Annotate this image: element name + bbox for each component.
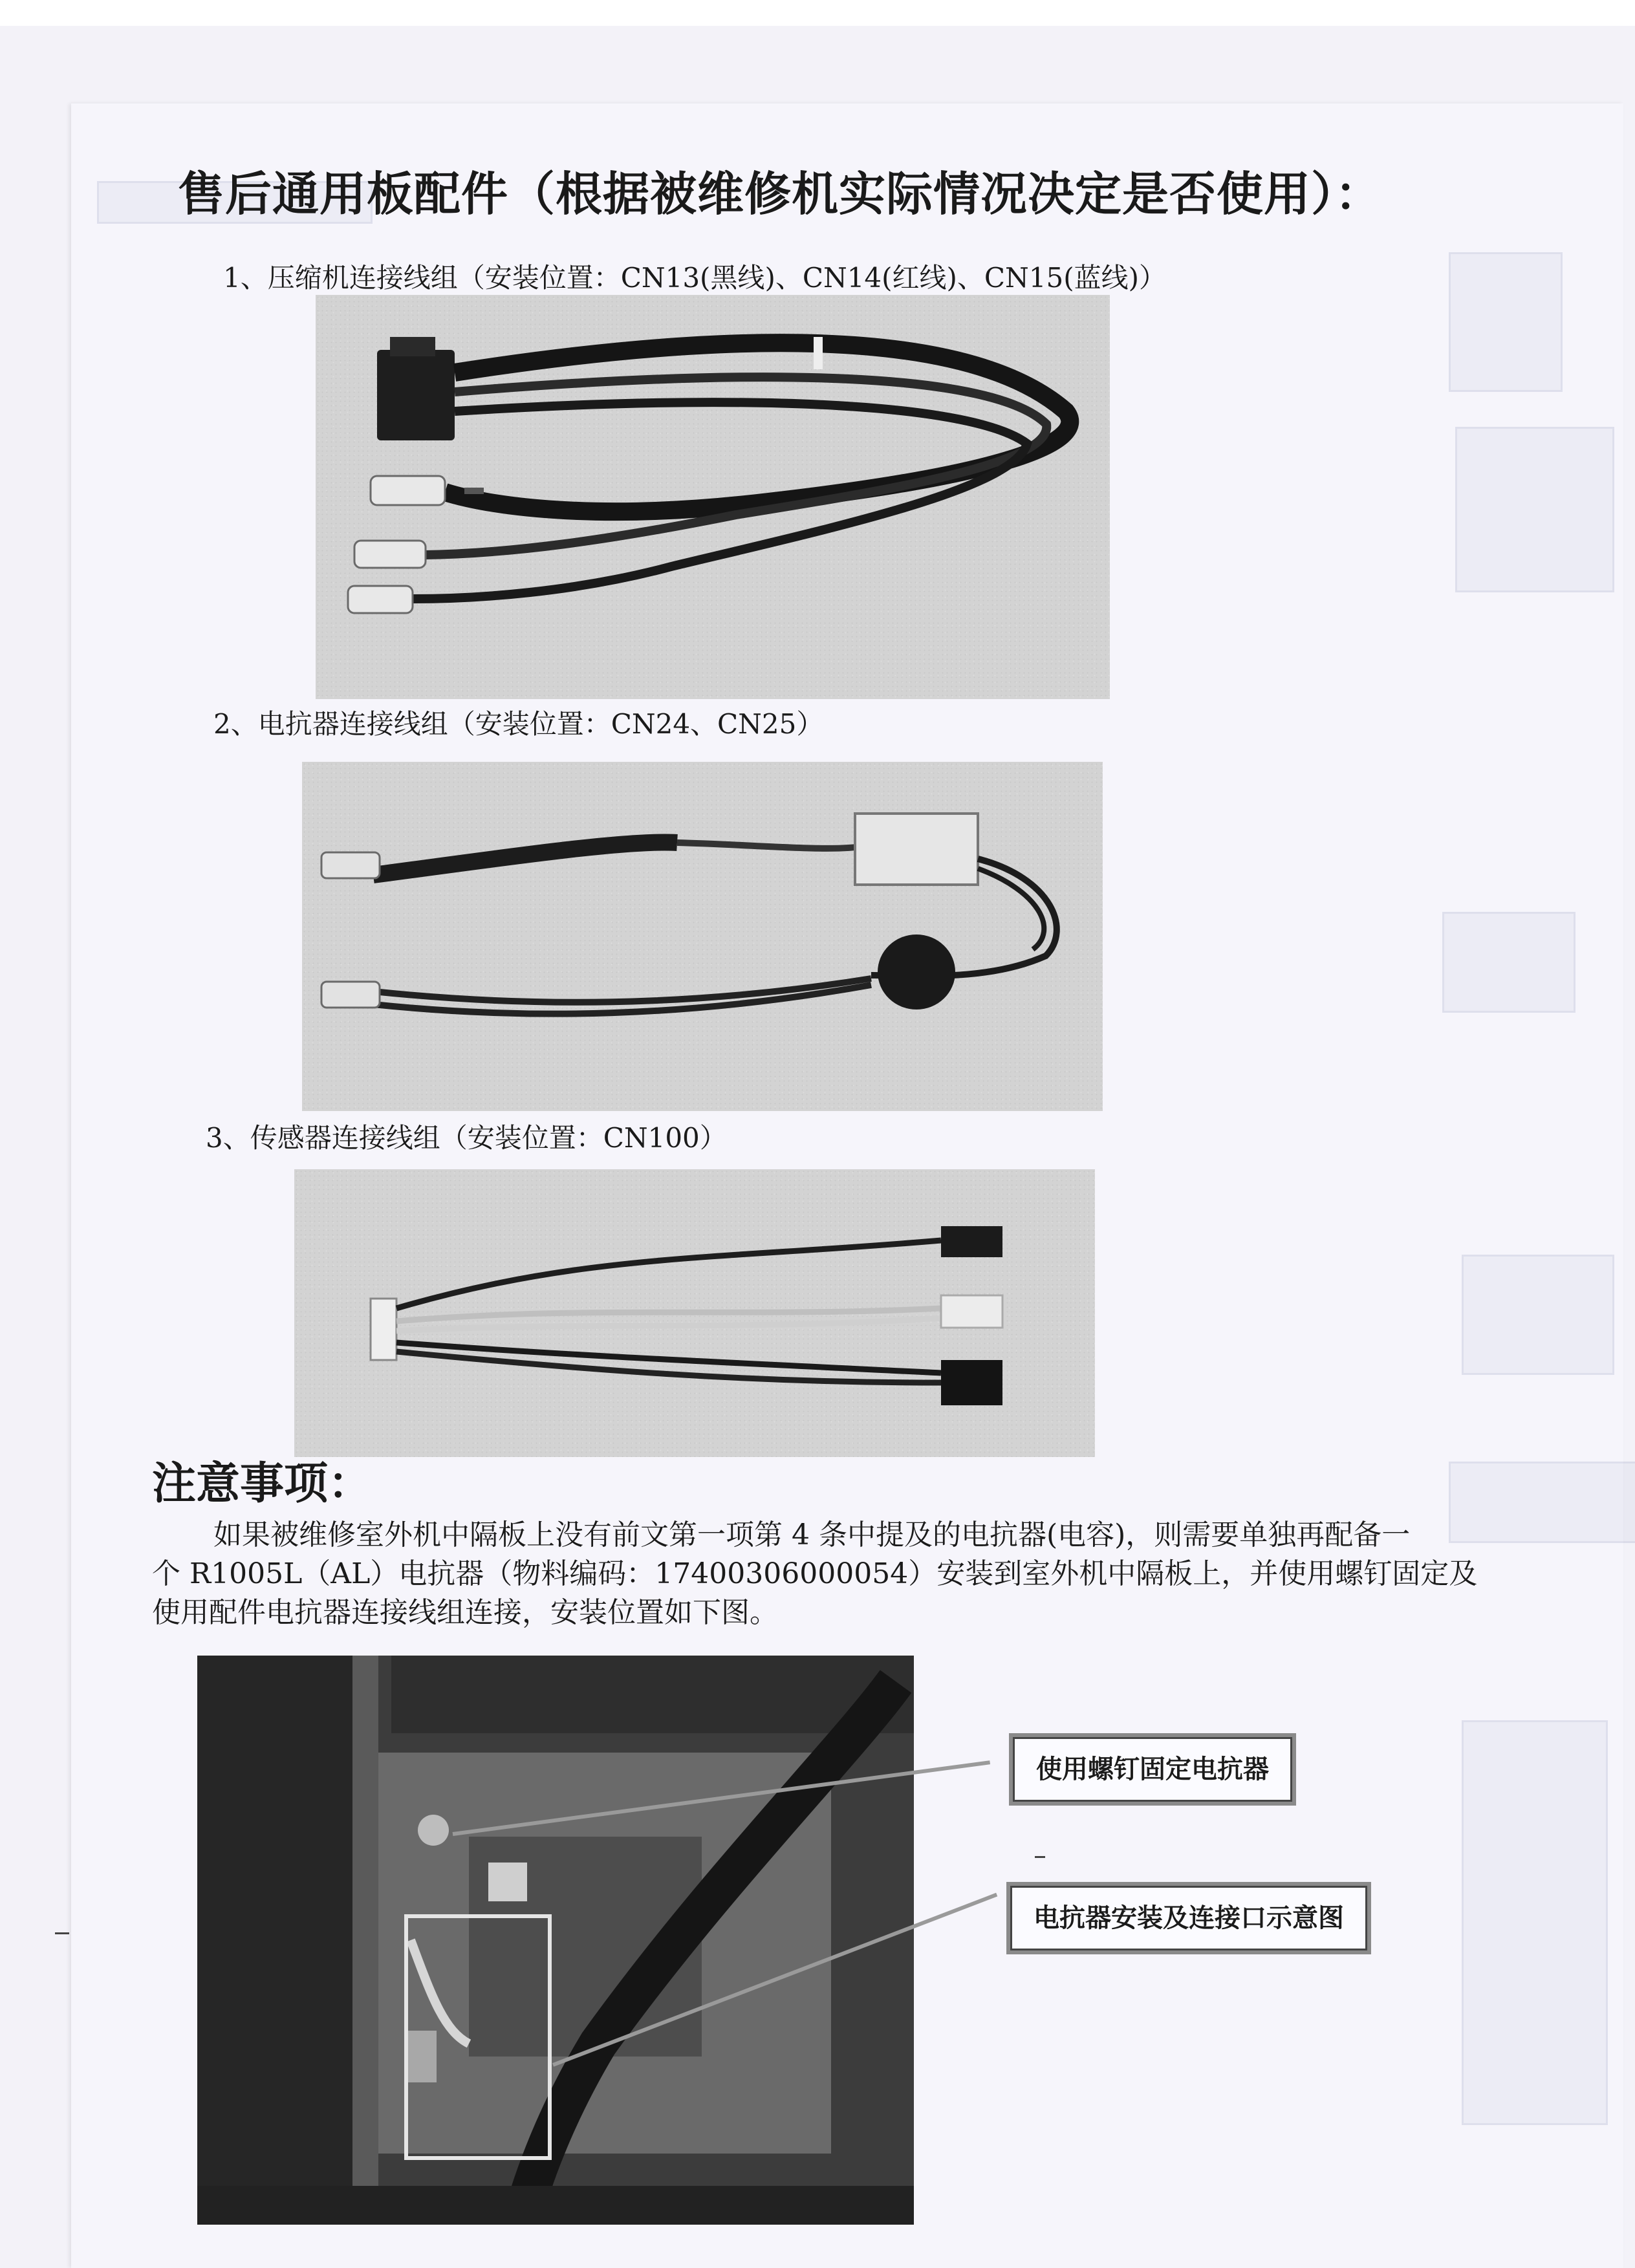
installation-drawing bbox=[197, 1656, 914, 2225]
harness-drawing bbox=[294, 1169, 1095, 1457]
show-through-block bbox=[1449, 1462, 1635, 1543]
item-caption: 3、传感器连接线组（安装位置：CN100） bbox=[206, 1122, 727, 1154]
notes-line: 个 R1005L（AL）电抗器（物料编码：17400306000054）安装到室外机中隔板上，并使用螺钉固定及 bbox=[152, 1557, 1478, 1590]
show-through-block bbox=[1442, 912, 1575, 1013]
page-title: 售后通用板配件（根据被维修机实际情况决定是否使用）： bbox=[178, 167, 1383, 221]
harness-drawing bbox=[302, 762, 1103, 1111]
item-caption: 2、电抗器连接线组（安装位置：CN24、CN25） bbox=[213, 708, 824, 740]
scan-speck bbox=[1035, 1856, 1045, 1858]
item-caption: 1、压缩机连接线组（安装位置：CN13(黑线)、CN14(红线)、CN15(蓝线)） bbox=[223, 262, 1167, 294]
show-through-block bbox=[1462, 1255, 1614, 1375]
compressor-harness-photo bbox=[316, 295, 1110, 699]
scan-speck bbox=[55, 1932, 69, 1934]
show-through-block bbox=[1455, 427, 1614, 592]
scan-border bbox=[0, 0, 1635, 26]
reactor-harness-photo bbox=[302, 762, 1103, 1111]
sensor-harness-photo bbox=[294, 1169, 1095, 1457]
show-through-block bbox=[1449, 252, 1563, 392]
installation-photo bbox=[197, 1656, 914, 2225]
harness-drawing bbox=[316, 295, 1110, 699]
notes-heading: 注意事项： bbox=[152, 1458, 373, 1509]
connector-highlight-box bbox=[404, 1914, 552, 2160]
notes-line: 如果被维修室外机中隔板上没有前文第一项第 4 条中提及的电抗器(电容)，则需要单独再配备一 bbox=[213, 1518, 1411, 1551]
notes-line: 使用配件电抗器连接线组连接，安装位置如下图。 bbox=[152, 1596, 778, 1629]
callout-install-diagram: 电抗器安装及连接口示意图 bbox=[1006, 1882, 1371, 1954]
callout-screw-fix: 使用螺钉固定电抗器 bbox=[1009, 1733, 1296, 1806]
show-through-block bbox=[1462, 1720, 1608, 2125]
